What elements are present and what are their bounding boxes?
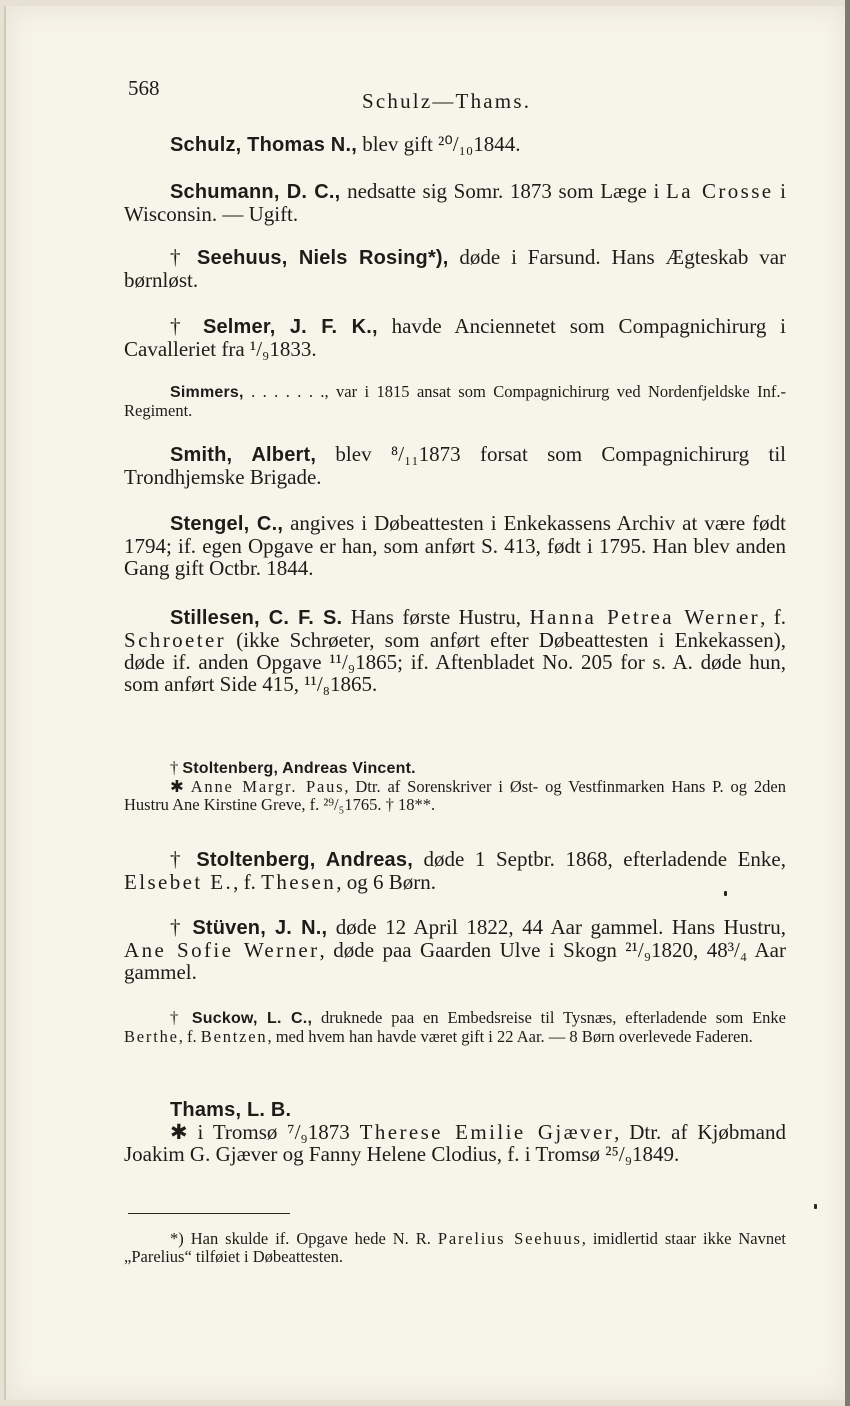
entry-headword: Stillesen, C. F. S. bbox=[170, 607, 343, 629]
entry-body: , Dtr. af Sorenskriver i Øst- og Vestfinmarken Hans P. og 2den Hustru Ane Kirstine Greve, f. ²⁹/₅1765. † 18**. bbox=[124, 777, 786, 814]
entry-headword: Suckow, L. C., bbox=[191, 1010, 313, 1027]
ink-speck bbox=[814, 1204, 817, 1209]
dagger-mark: † bbox=[170, 758, 183, 777]
page-number: 568 bbox=[128, 76, 160, 100]
dagger-mark: † bbox=[170, 1008, 192, 1027]
footnote: *) Han skulde if. Opgave hede N. R. Parelius Seehuus, imidlertid staar ikke Navnet „Parelius“ tilføiet i Døbeattesten. bbox=[124, 1229, 787, 1266]
entry-headword: Schulz, Thomas N., bbox=[170, 134, 357, 156]
entry-suckow: † Suckow, L. C., druknede paa en Embedsreise til Tysnæs, efterladende som Enke Berthe, f. Bentzen, med hvem han havde været gift i 22 Aar. — 8 Børn overlevede Faderen. bbox=[124, 1008, 786, 1046]
entry-headword: Stüven, J. N., bbox=[192, 917, 328, 939]
entry-body: angives i Døbeattesten i Enkekassens Archiv at være født 1794; if. egen Opgave er han, som anført S. 413, født i 1795. Han blev anden Gang gift Octbr. 1844. bbox=[124, 511, 786, 580]
entry-headword: Seehuus, Niels Rosing*), bbox=[196, 247, 449, 269]
spaced-name: Bentzen bbox=[200, 1027, 268, 1046]
footnote-marker: *) bbox=[170, 1229, 184, 1248]
dagger-mark: † bbox=[170, 847, 197, 871]
entry-body: havde Anciennetet som Compagnichirurg i Cavalleriet fra ¹/₉1833. bbox=[124, 314, 786, 361]
spaced-name: Anne Margr. Paus bbox=[190, 777, 345, 796]
entry-thams: Thams, L. B. ✱ i Tromsø ⁷/₉1873 Therese Emilie Gjæver, Dtr. af Kjøbmand Joakim G. Gjæver og Fanny Helene Clodius, f. i Tromsø ²⁵/₉1849. bbox=[124, 1099, 786, 1166]
entry-smith bbox=[124, 443, 786, 488]
spaced-name: Elsebet E. bbox=[124, 870, 234, 894]
entry-body: blev gift ²⁰/₁₀1844. bbox=[356, 132, 521, 156]
entry-simmers bbox=[124, 383, 786, 420]
entry-stuven: † Stüven, J. N., døde 12 April 1822, 44 Aar gammel. Hans Hustru, Ane Sofie Werner, døde paa Gaarden Ulve i Skogn ²¹/₉1820, 48³/₄ Aar gammel. bbox=[124, 915, 787, 984]
entry-schulz bbox=[124, 133, 786, 156]
dagger-mark: † bbox=[170, 915, 193, 939]
entry-body: døde i Farsund. Hans Ægteskab var børnløst. bbox=[124, 245, 787, 292]
spaced-name: Schroeter bbox=[124, 628, 227, 652]
spaced-name: Berthe bbox=[124, 1027, 179, 1046]
entry-headword: Schumann, D. C., bbox=[170, 181, 341, 203]
entry-seehuus bbox=[124, 246, 786, 291]
entry-stoltenberg-vincent bbox=[124, 759, 786, 814]
scan-edge bbox=[845, 0, 850, 1406]
entry-headword: Stengel, C., bbox=[170, 513, 284, 535]
entry-stengel bbox=[124, 512, 786, 579]
dagger-mark: † bbox=[170, 314, 203, 338]
spaced-name: La Crosse bbox=[665, 179, 774, 203]
book-page bbox=[4, 6, 847, 1400]
entry-headword: Simmers, bbox=[170, 384, 244, 401]
entry-headword: Selmer, J. F. K., bbox=[202, 316, 378, 338]
footnote-rule bbox=[128, 1213, 290, 1214]
entry-headword: Thams, L. B. bbox=[170, 1099, 292, 1121]
entry-selmer bbox=[124, 315, 786, 360]
entry-headword: Stoltenberg, Andreas Vincent. bbox=[182, 760, 416, 777]
running-title: Schulz—Thams. bbox=[362, 89, 532, 113]
marriage-star-icon: ✱ bbox=[170, 1120, 198, 1144]
entry-body: . . . . . . ., var i 1815 ansat som Compagnichirurg ved Nordenfjeldske Inf.-Regiment. bbox=[124, 382, 786, 420]
entry-headword: Smith, Albert, bbox=[170, 444, 317, 466]
marriage-star-icon: ✱ bbox=[170, 777, 191, 796]
spaced-name: Hanna Petrea Werner bbox=[529, 605, 761, 629]
entry-schumann: Schumann, D. C., nedsatte sig Somr. 1873 som Læge i La Crosse i Wisconsin. — Ugift. bbox=[124, 179, 787, 226]
entry-body: blev ⁸/₁₁1873 forsat som Compagnichirurg til Trondhjemske Brigade. bbox=[124, 442, 786, 489]
spaced-name: Parelius Seehuus bbox=[437, 1229, 582, 1248]
spaced-name: Ane Sofie Werner bbox=[124, 938, 320, 962]
spaced-name: Thesen bbox=[261, 870, 337, 894]
entry-stillesen: Stillesen, C. F. S. Hans første Hustru, Hanna Petrea Werner, f. Schroeter (ikke Schrøeter, som anført efter Døbeattesten i Enkekassen), døde if. anden Opgave ¹¹/₉1865; if. Aftenbladet No. 205 for s. A. døde hun, som anført Side 415, ¹¹/₈1865. bbox=[124, 605, 787, 696]
entry-headword: Stoltenberg, Andreas, bbox=[196, 849, 413, 871]
entry-stoltenberg-andreas: † Stoltenberg, Andreas, døde 1 Septbr. 1868, efterladende Enke, Elsebet E., f. Thesen, og 6 Børn. bbox=[124, 847, 786, 894]
dagger-mark: † bbox=[170, 245, 197, 269]
spaced-name: Therese Emilie Gjæver bbox=[359, 1120, 615, 1144]
ink-speck bbox=[724, 891, 727, 896]
